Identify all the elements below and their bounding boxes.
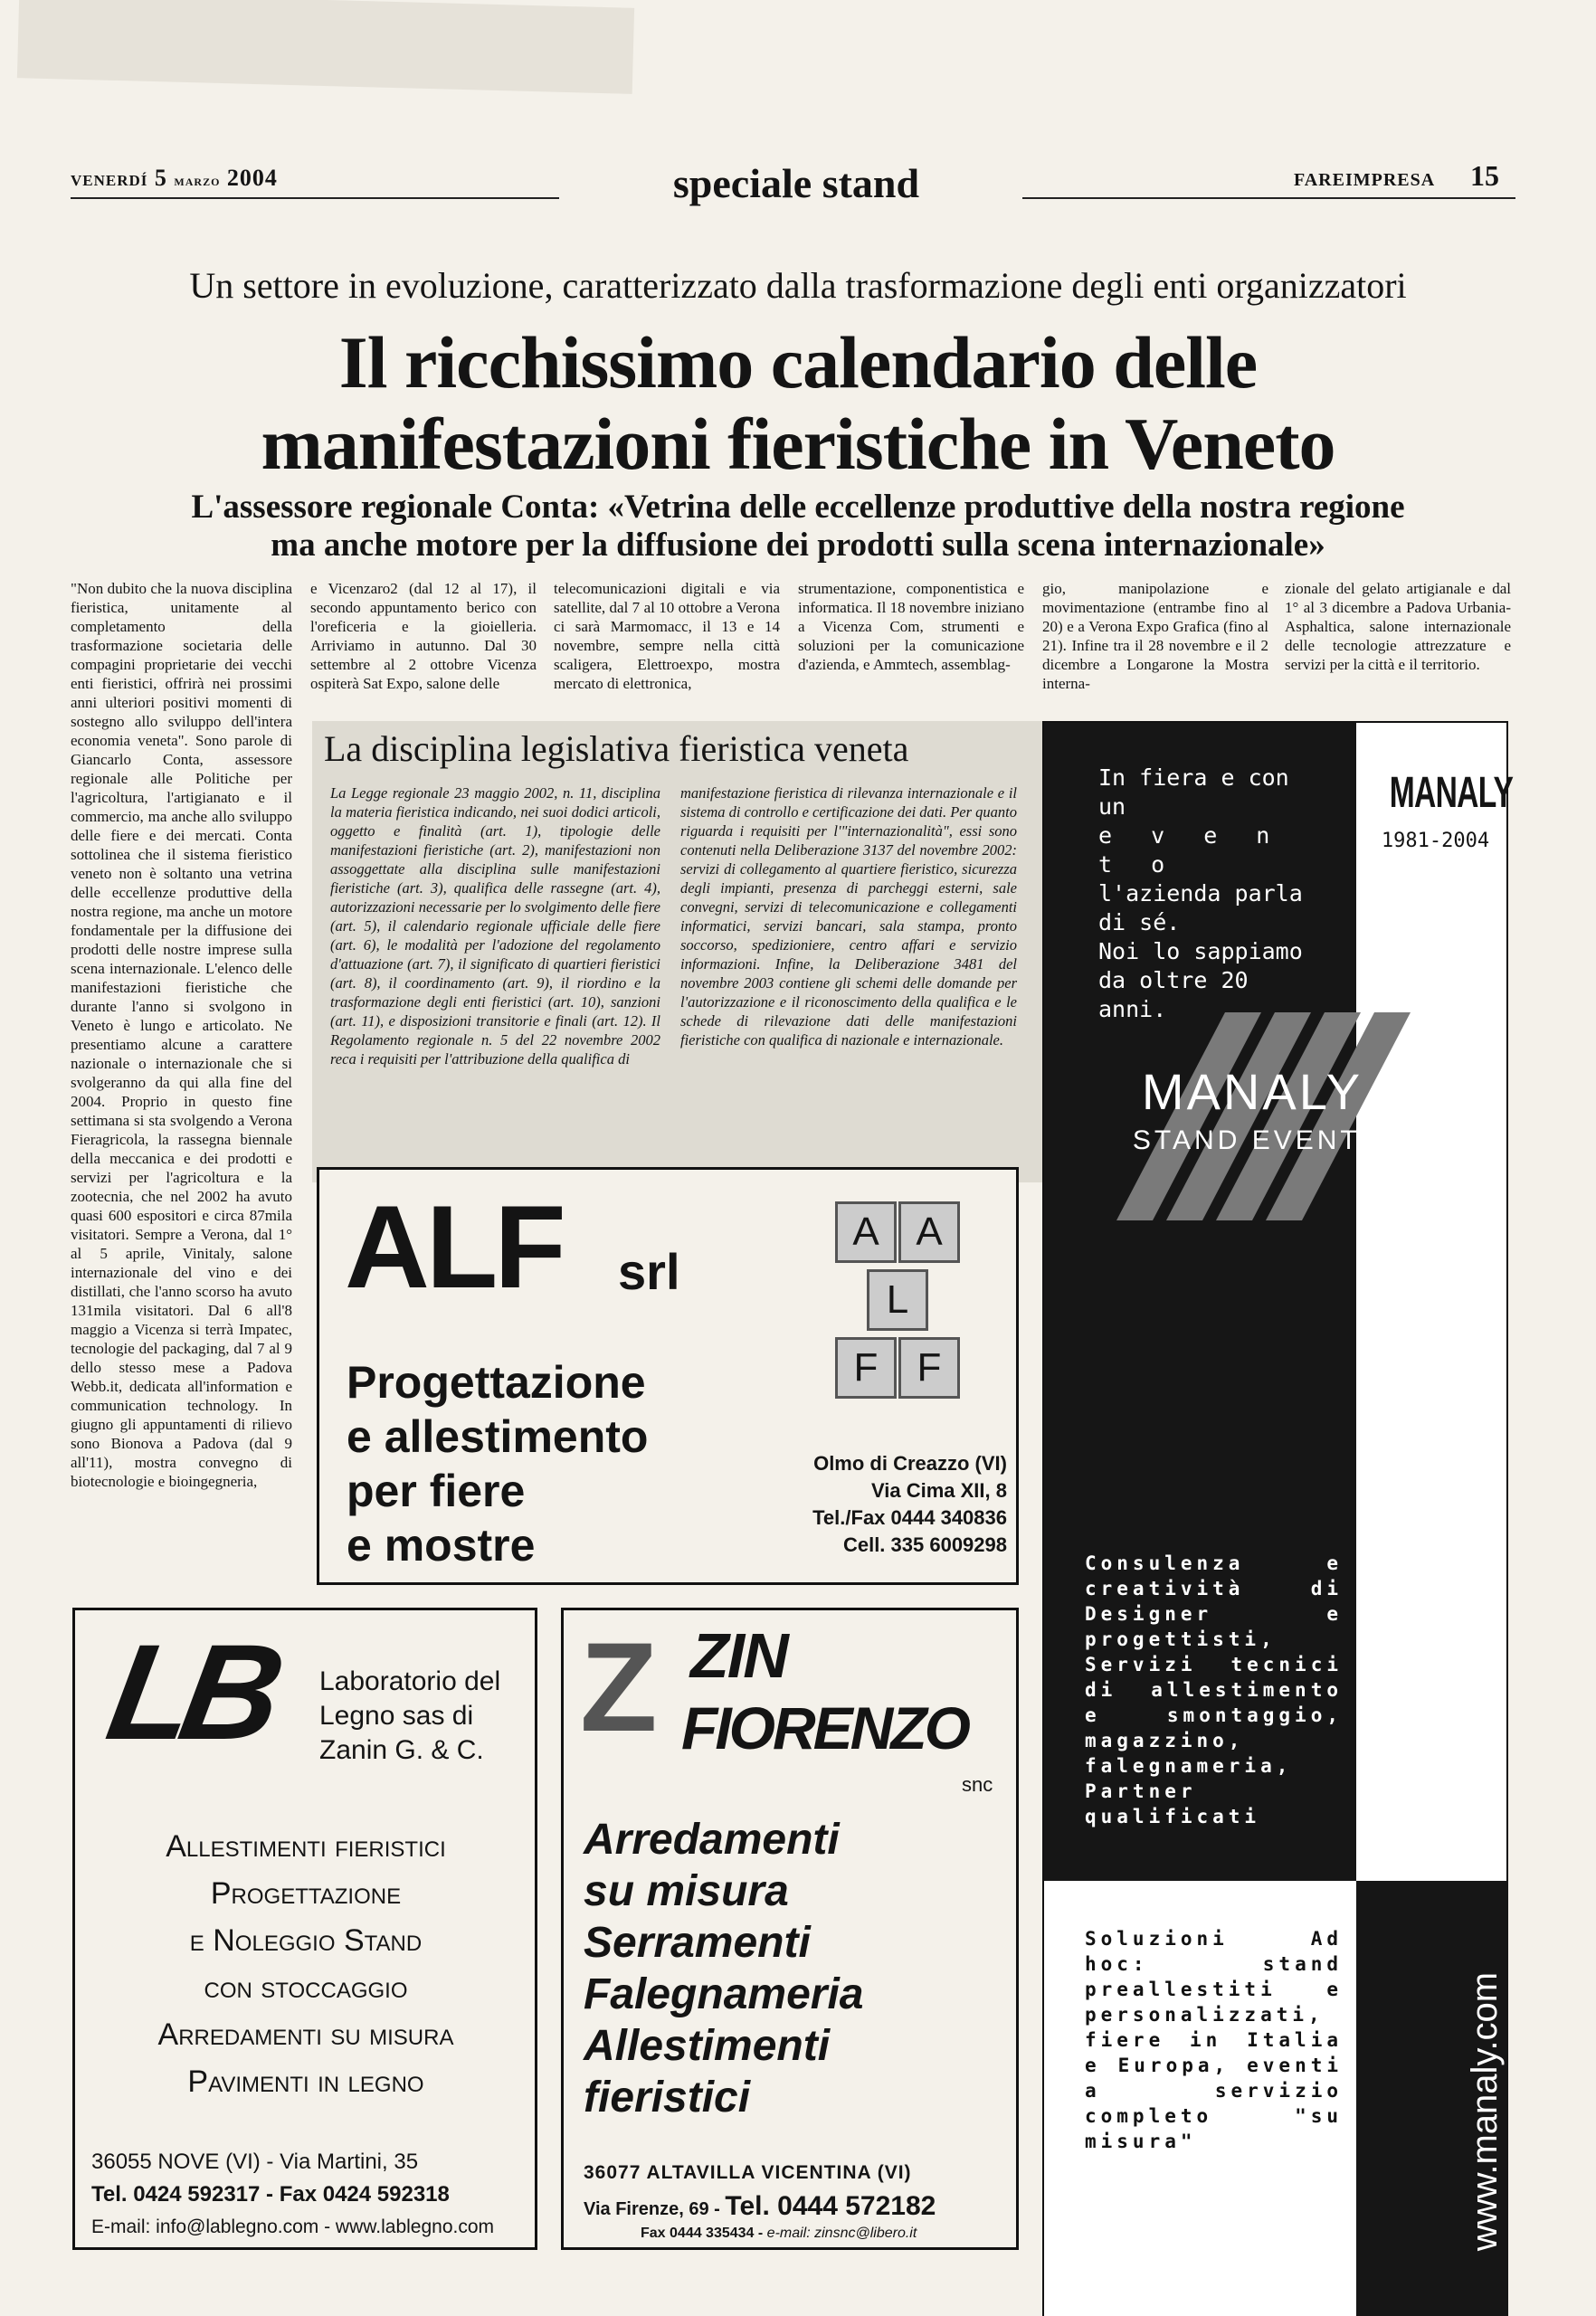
alf-slogan: Progettazione e allestimento per fiere e mostre [347, 1357, 649, 1571]
legislation-column-2: manifestazione fieristica di rilevanza internazionale e il sistema di controllo e certificazione dei dati. Per quanto riguarda i requisiti per l'"internazionalità", essi sono contenuti nella Deliberazione 3137 del novembre 2002: servizi di collegamento al quartiere fieristico, sicurezza degli impianti, presenza di parcheggi esterni, sale convegni, servizi di telecomunicazione e collegamenti informatici, servizi bancari, sala stampa, pronto soccorso, spedizioniere, centro affari e servizio informazioni. Infine, la Deliberazione 3481 del novembre 2003 contiene gli schemi delle domande per l'autorizzazione e il riconoscimento della qualifica e le schede di rilevazione dati delle manifestazioni fieristiche con qualifica di nazionale e internazionale. [680, 784, 1017, 1049]
zin-fax-line: Fax 0444 335434 - e-mail: zinsnc@libero.it [641, 2226, 917, 2241]
lab-legno-contacts: 36055 NOVE (VI) - Via Martini, 35 Tel. 0424 592317 - Fax 0424 592318 E-mail: info@lablegno.com - www.lablegno.com [91, 2150, 495, 2237]
manaly-logo-text: MANALY [1141, 1063, 1363, 1120]
page-number: 15 [1470, 159, 1499, 192]
alf-blocks-icon: A A L F F [835, 1201, 971, 1410]
manaly-services-2: Soluzioni Ad hoc: stand preallestiti e personalizzati, fiere in Italia e Europa, eventi a servizio completo "su misura" [1085, 1928, 1343, 2152]
article-column-6: zionale del gelato artigianale e dal 1° al 3 dicembre a Padova Urbania-Asphaltica, salone internazionale delle tecnologie attrezzature e servizi per la città e il territorio. [1285, 580, 1511, 673]
lab-legno-services: Allestimenti fieristici Progettazione e Noleggio Stand con stoccaggio Arredamenti su misura Pavimenti in legno [157, 1829, 454, 2099]
article-column-4: strumentazione, componentistica e informatica. Il 18 novembre iniziano a Vicenza Com, strumenti e soluzioni per la comunicazione d'azienda, e Ammtech, assemblag- [798, 580, 1024, 673]
section-title: speciale stand [672, 160, 920, 206]
alf-suffix: srl [618, 1243, 680, 1300]
lab-legno-ad [72, 1608, 537, 2250]
manaly-brand: MANALY [1389, 769, 1514, 817]
lab-legno-name: Laboratorio del Legno sas di Zanin G. & C. [319, 1666, 501, 1765]
alf-contacts: Olmo di Creazzo (VI) Via Cima XII, 8 Tel./Fax 0444 340836 Cell. 335 6009298 [812, 1452, 1007, 1556]
zin-services: Arredamenti su misura Serramenti Falegnameria Allestimenti fieristici [584, 1816, 864, 2121]
zin-city: 36077 ALTAVILLA VICENTINA (VI) [584, 2162, 912, 2183]
article-column-3: telecomunicazioni digitali e via satellite, dal 7 al 10 ottobre a Verona ci sarà Marmomacc, il 13 e 14 novembre, sempre nella città scaligera, Elettroexpo, mostra mercato di elettronica, [554, 580, 780, 692]
header-rule-left [71, 197, 559, 199]
zin-suffix: snc [962, 1773, 993, 1796]
manaly-tagline: In fiera e con un e v e n t o l'azienda parla di sé. Noi lo sappiamo da oltre 20 anni. [1098, 764, 1303, 1022]
legislation-title: La disciplina legislativa fieristica veneta [324, 728, 909, 769]
manaly-ad [1042, 721, 1514, 2316]
zin-fiorenzo-ad [561, 1608, 1019, 2250]
article-subhead: L'assessore regionale Conta: «Vetrina delle eccellenze produttive della nostra regione ma anche motore per la diffusione dei prodotti sulla scena internazionale» [191, 489, 1405, 564]
zin-name-1: ZIN [690, 1620, 787, 1691]
article-column-2: e Vicenzaro2 (dal 12 al 17), il secondo appuntamento berico con l'oreficeria e la gioielleria. Arriviamo in autunno. Dal 30 settembre al 2 ottobre Vicenza ospiterà Sat Expo, salone delle [310, 580, 537, 692]
zin-name-2: FIORENZO [681, 1694, 968, 1761]
article-kicker: Un settore in evoluzione, caratterizzato dalla trasformazione degli enti organizzatori [189, 265, 1407, 306]
scan-tape-mark [17, 0, 634, 94]
article-column-5: gio, manipolazione e movimentazione (entrambe fino al 20) e a Verona Expo Grafica (fino al 21). Infine tra il 28 novembre e il 2 dicembre a Longarone la Mostra interna- [1042, 580, 1268, 692]
article-column-1: "Non dubito che la nuova disciplina fieristica, unitamente al completamento della trasformazione societaria delle compagini proprietarie dei vecchi enti fieristici, offrirà nei prossimi anni ulteriori positivi momenti di sostegno allo sviluppo dell'intera economia veneta". Sono parole di Giancarlo Conta, assessore regionale alle Politiche per l'agricoltura, l'artigianato e il commercio, ma anche allo sviluppo delle fiere e dei mercati. Conta sottolinea che il sistema fieristico veneto non è soltanto una vetrina delle eccellenze produttive della nostra regione, ma anche un motore fondamentale per la diffusione dei prodotti delle nostre imprese sulla scena internazionale. L'elenco delle manifestazioni fieristiche che durante l'anno si svolgono in Veneto è lungo e articolato. Ne presentiamo alcune a carattere nazionale o internazionale che si svolgeranno da qui alla fine del 2004. Proprio in questo fine settimana si sta svolgendo a Verona Fieragricola, la rassegna biennale della meccanica e dei prodotti e servizi per l'agricoltura e la zootecnia, che nel 2002 ha avuto quasi 600 espositori e circa 87mila visitatori. Sempre a Verona, dal 1° al 5 aprile, Vinitaly, salone internazionale del vino e dei distillati, che l'anno scorso ha avuto 131mila visitatori. Dal 6 all'8 maggio a Vicenza si terrà Impatec, tecnologie del packaging, dal 7 al 9 dello stesso mese a Padova Webb.it, dedicata all'information e communication technology. In giugno gli appuntamenti di rilievo sono Bionova a Padova (dal 9 all'11), mostra convegno di biotecnologie e bioingegneria, [71, 580, 292, 1490]
zin-logo-icon: Z [580, 1616, 658, 1758]
article-headline: Il ricchissimo calendario delle manifestazioni fieristiche in Veneto [261, 321, 1335, 485]
header-rule-right [1022, 197, 1515, 199]
manaly-website: www.manaly.com [1465, 1971, 1505, 2252]
alf-ad [317, 1167, 1019, 1585]
manaly-years: 1981-2004 [1381, 830, 1490, 852]
publication-name: FAREIMPRESA [1294, 170, 1436, 190]
alf-name: ALF [345, 1181, 563, 1313]
zin-phone-line: Via Firenze, 69 - Tel. 0444 572182 [584, 2191, 936, 2221]
manaly-logo-sub: STAND EVENTI [1132, 1125, 1373, 1155]
issue-date: VENERDÍ 5 marzo 2004 [71, 165, 278, 191]
legislation-column-1: La Legge regionale 23 maggio 2002, n. 11, disciplina la materia fieristica indicando, nei suoi dodici articoli, oggetto e finalità (art. 1), tipologie delle manifestazioni fieristiche (art. 2), manifestazioni non assoggettate alla disciplina sulle manifestazioni fieristiche (art. 3), qualifica delle rassegne (art. 4), autorizzazioni necessarie per lo svolgimento delle fiere (art. 5), il calendario regionale ufficiale delle fiere (art. 6), le modalità per l'adozione del regolamento d'attuazione (art. 7), il significato di quartieri fieristici (art. 8), il coordinamento (art. 9), il riordino e la trasformazione degli enti fieristici (art. 10), sanzioni (art. 11), e disposizioni transitorie e finali (art. 12). Il Regolamento regionale n. 5 del 22 novembre 2002 reca i requisiti per l'attribuzione della qualifica di [330, 784, 660, 1068]
manaly-services-1: Consulenza e creatività di Designer e progettisti, Servizi tecnici di allestimento e smontaggio, magazzino, falegnameria, Partner qualificati [1085, 1552, 1343, 1827]
lab-legno-logo-icon: LB [98, 1616, 284, 1768]
